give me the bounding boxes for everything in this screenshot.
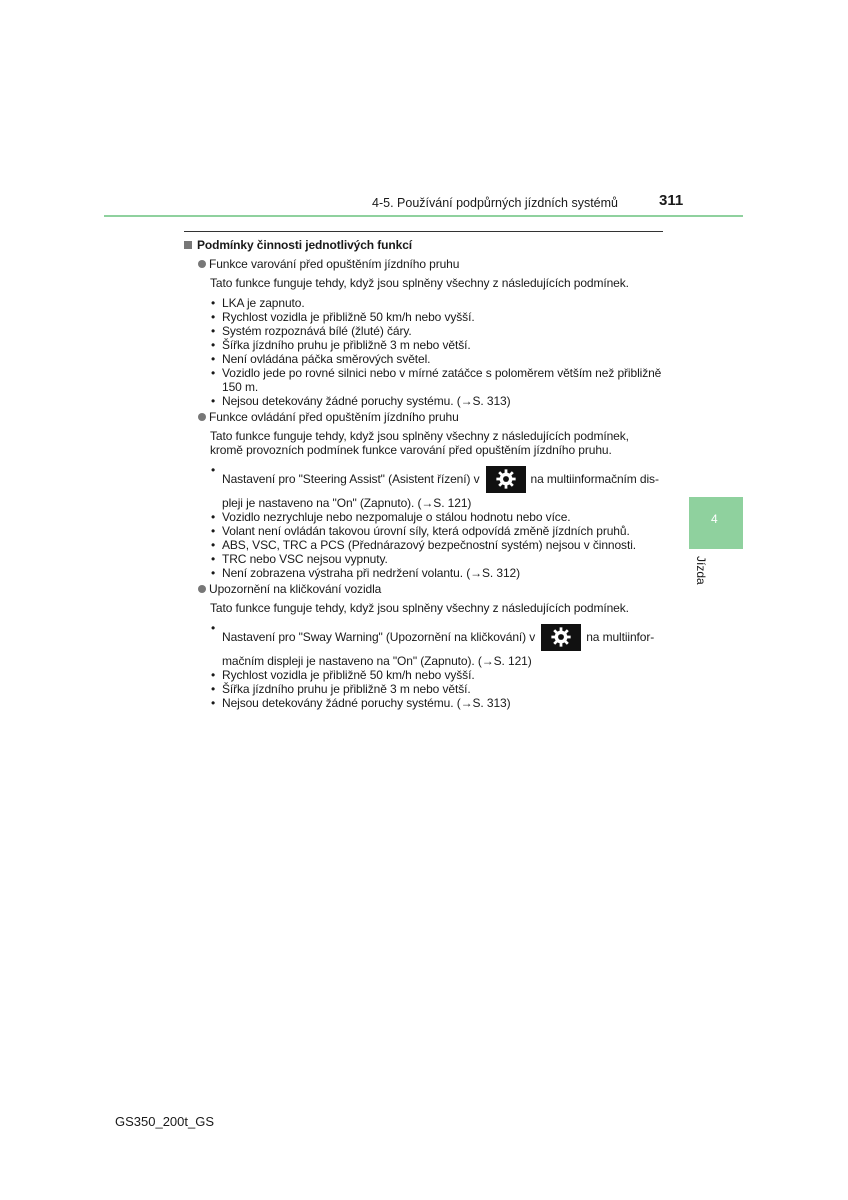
subsection-title-text: Funkce varování před opuštěním jízdního pruhu [209, 257, 460, 271]
footer-model-code: GS350_200t_GS [115, 1114, 215, 1129]
square-bullet-icon [184, 241, 192, 249]
list-item: • Rychlost vozidla je přibližně 50 km/h nebo vyšší. [210, 310, 664, 324]
icon-item-before: • Nastavení pro "Sway Warning" (Upozornění na kličkování) v [222, 630, 536, 644]
list-item: • Volant není ovládán takovou úrovní síly, která odpovídá změně jízdních pruhů. [210, 524, 664, 538]
icon-item-continuation: pleji je nastaveno na "On" (Zapnuto). (→S. 121) [222, 496, 472, 510]
icon-item-after: na multiinformačním dis- [530, 472, 659, 486]
chapter-label: Jízda [694, 556, 708, 585]
list-item: • Rychlost vozidla je přibližně 50 km/h nebo vyšší. [210, 668, 664, 682]
page-number: 311 [659, 192, 684, 209]
gear-icon [486, 466, 526, 493]
list-item: • Vozidlo nezrychluje nebo nezpomaluje o stálou hodnotu nebo více. [210, 510, 664, 524]
list-item: • TRC nebo VSC nejsou vypnuty. [210, 552, 664, 566]
list-item: • LKA je zapnuto. [210, 296, 664, 310]
condition-list [210, 463, 664, 580]
list-item: • Není zobrazena výstraha při nedržení volantu. (→S. 312) [210, 566, 664, 580]
section-title: 4-5. Používání podpůrných jízdních systémů [372, 196, 618, 210]
list-item: • Systém rozpoznává bílé (žluté) čáry. [210, 324, 664, 338]
list-item: • Šířka jízdního pruhu je přibližně 3 m nebo větší. [210, 338, 664, 352]
subsection-intro: Tato funkce funguje tehdy, když jsou splněny všechny z následujících podmínek. [210, 601, 629, 615]
circle-bullet-icon [198, 413, 206, 421]
condition-list [210, 621, 664, 710]
subsection-title-text: Funkce ovládání před opuštěním jízdního pruhu [209, 410, 459, 424]
icon-item-after: na multiinfor- [586, 630, 655, 644]
header-rule [104, 215, 743, 217]
list-item: • Vozidlo jede po rovné silnici nebo v mírné zatáčce s poloměrem větším než přibližně 150 m. [210, 366, 664, 394]
condition-list [210, 296, 664, 408]
subsection-title [198, 582, 664, 596]
list-item [210, 463, 664, 510]
subsection-intro: Tato funkce funguje tehdy, když jsou splněny všechny z následujících podmínek. [210, 276, 629, 290]
subsection-title-text: Upozornění na kličkování vozidla [209, 582, 382, 596]
icon-item-before: • Nastavení pro "Steering Assist" (Asistent řízení) v [222, 472, 480, 486]
subsection-title [198, 257, 664, 271]
circle-bullet-icon [198, 260, 206, 268]
list-item: • Šířka jízdního pruhu je přibližně 3 m nebo větší. [210, 682, 664, 696]
chapter-number: 4 [711, 512, 718, 526]
circle-bullet-icon [198, 585, 206, 593]
heading-text: Podmínky činnosti jednotlivých funkcí [197, 238, 413, 252]
content-rule [184, 231, 663, 232]
subsection-intro: Tato funkce funguje tehdy, když jsou splněny všechny z následujících podmínek, kromě provozních podmínek funkce varování před opuštěním jízdního pruhu. [210, 429, 629, 457]
chapter-tab[interactable] [689, 497, 743, 549]
icon-item-continuation: mačním displeji je nastaveno na "On" (Zapnuto). (→S. 121) [222, 654, 532, 668]
subsection-title [198, 410, 664, 424]
list-item [210, 621, 664, 668]
list-item: • Není ovládána páčka směrových světel. [210, 352, 664, 366]
list-item: • ABS, VSC, TRC a PCS (Přednárazový bezpečnostní systém) nejsou v činnosti. [210, 538, 664, 552]
content-area [184, 238, 664, 710]
list-item: • Nejsou detekovány žádné poruchy systému. (→S. 313) [210, 696, 664, 710]
gear-icon [541, 624, 581, 651]
list-item: • Nejsou detekovány žádné poruchy systému. (→S. 313) [210, 394, 664, 408]
conditions-heading [184, 238, 664, 252]
